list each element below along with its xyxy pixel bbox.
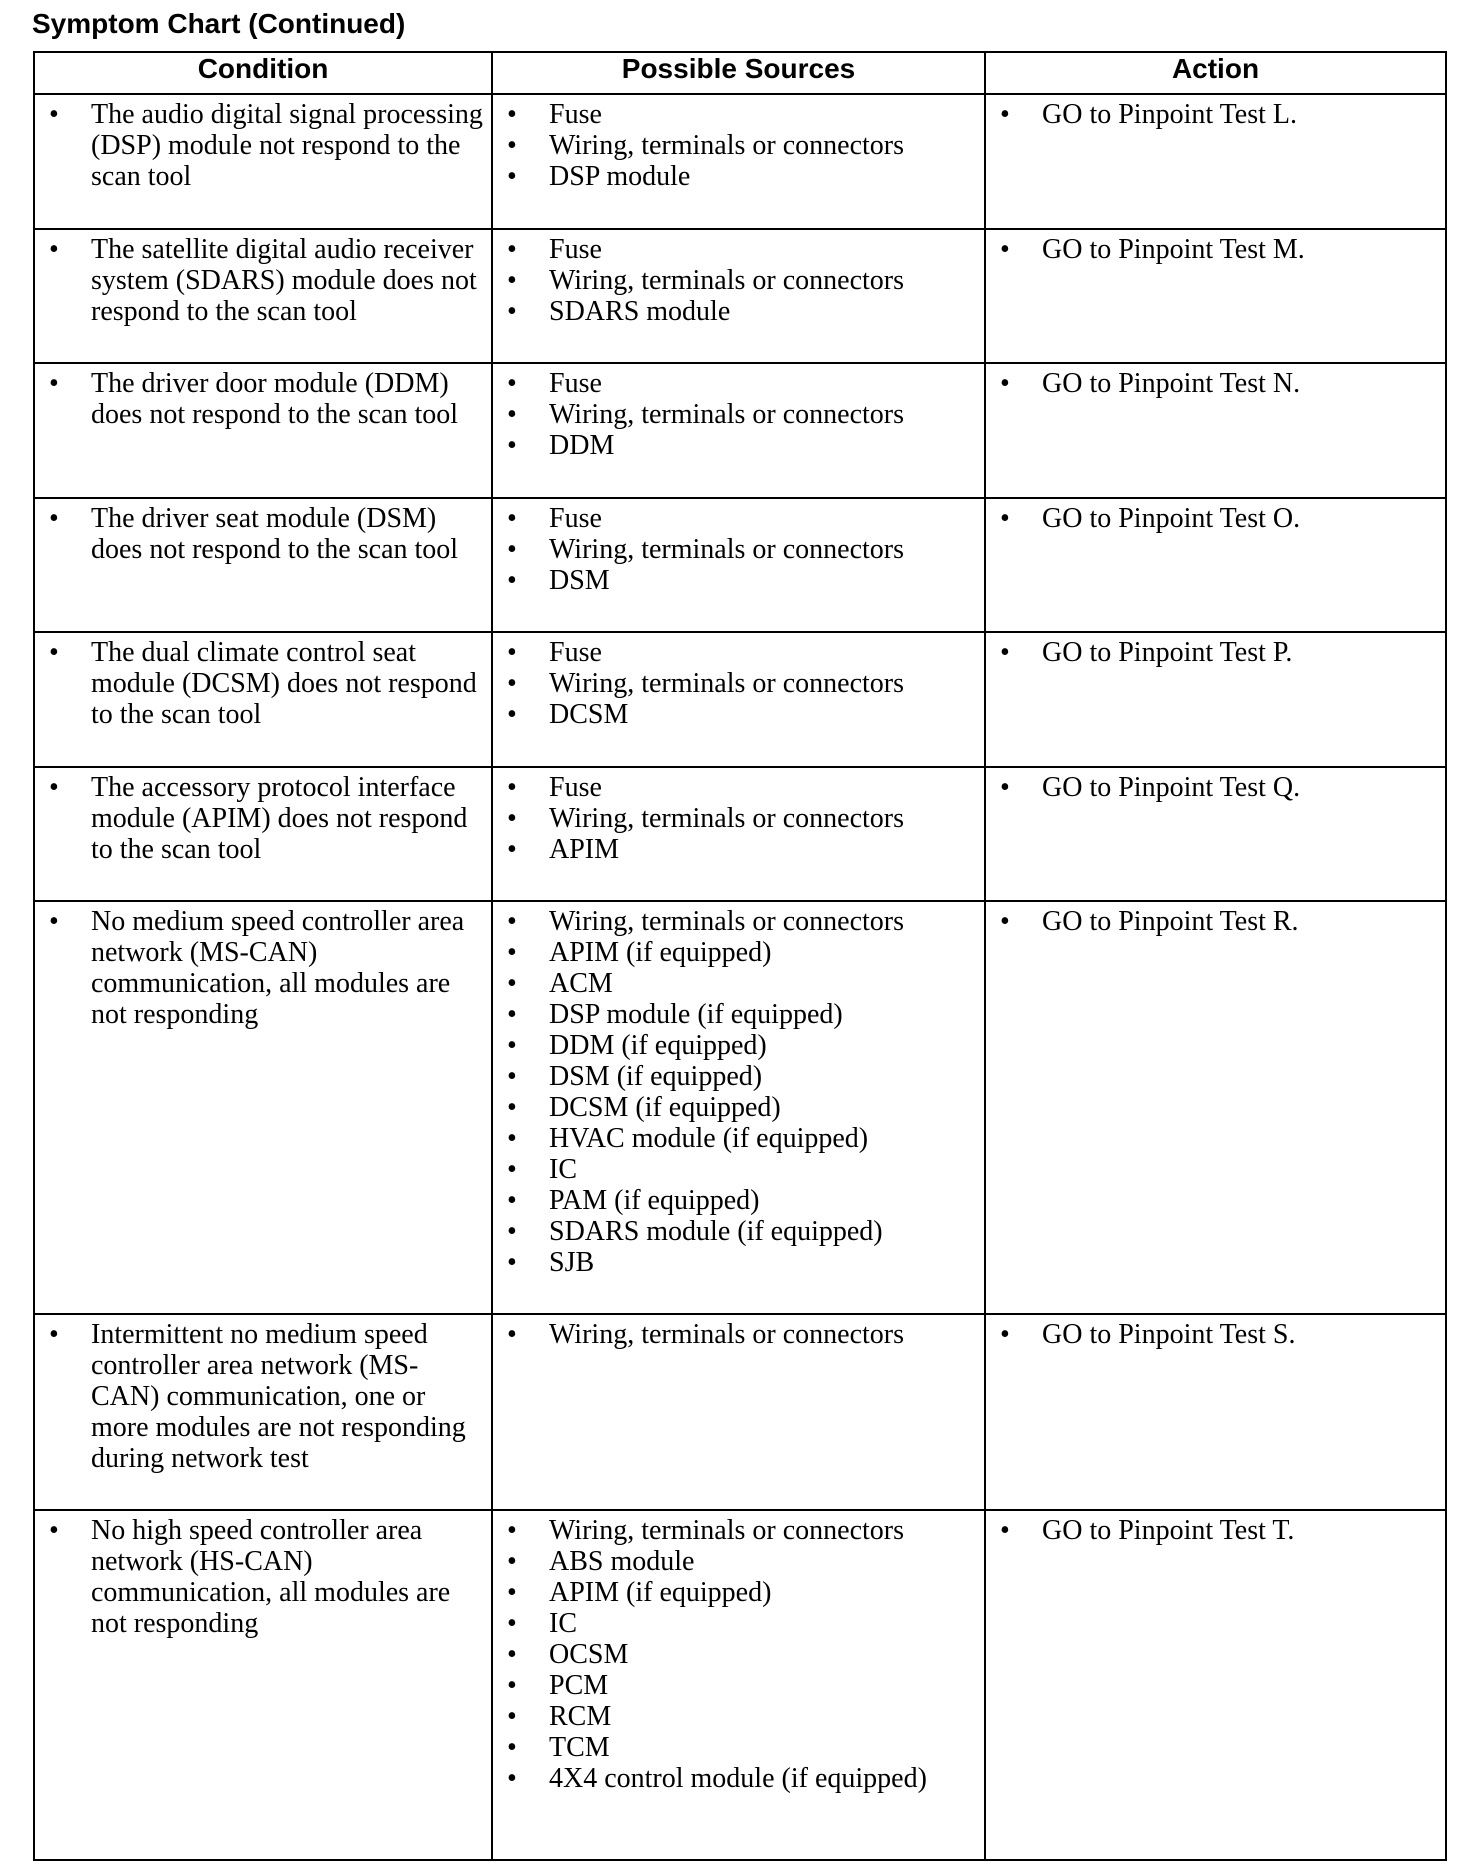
action-cell [985,767,1446,901]
list-item: • APIM [503,834,978,865]
list-item: • TCM [503,1732,978,1763]
condition-cell [34,498,492,632]
list-item: • GO to Pinpoint Test P. [996,637,1439,668]
list-item: • No high speed controller area network (HS-CAN) communication, all modules are not responding [45,1515,485,1639]
list-item: • GO to Pinpoint Test R. [996,906,1439,937]
action-cell-list [996,368,1439,399]
action-cell-list [996,906,1439,937]
condition-cell [34,901,492,1314]
list-item: • PAM (if equipped) [503,1185,978,1216]
list-item: • GO to Pinpoint Test Q. [996,772,1439,803]
list-item: • DSP module [503,161,978,192]
action-cell [985,1314,1446,1510]
sources-cell [492,1510,985,1860]
action-cell-list [996,99,1439,130]
sources-cell-list [503,772,978,865]
list-item: • GO to Pinpoint Test O. [996,503,1439,534]
list-item: • IC [503,1608,978,1639]
condition-cell-list [45,772,485,865]
list-item: • Wiring, terminals or connectors [503,1319,978,1350]
sources-cell-list [503,1515,978,1794]
list-item: • DSM [503,565,978,596]
list-item: • Fuse [503,503,978,534]
sources-cell [492,498,985,632]
table-row [34,1510,1446,1860]
list-item: • GO to Pinpoint Test N. [996,368,1439,399]
list-item: • PCM [503,1670,978,1701]
action-cell [985,1510,1446,1860]
list-item: • Wiring, terminals or connectors [503,534,978,565]
condition-cell [34,1510,492,1860]
list-item: • GO to Pinpoint Test S. [996,1319,1439,1350]
list-item: • The satellite digital audio receiver system (SDARS) module does not respond to the scan tool [45,234,485,327]
list-item: • Wiring, terminals or connectors [503,668,978,699]
condition-cell-list [45,503,485,565]
list-item: • Wiring, terminals or connectors [503,130,978,161]
list-item: • ABS module [503,1546,978,1577]
list-item: • OCSM [503,1639,978,1670]
sources-cell [492,632,985,767]
table-row [34,94,1446,229]
page-title: Symptom Chart (Continued) [32,8,406,39]
list-item: • The audio digital signal processing (DSP) module not respond to the scan tool [45,99,485,192]
list-item: • DSP module (if equipped) [503,999,978,1030]
table-row [34,1314,1446,1510]
action-cell [985,901,1446,1314]
list-item: • The driver door module (DDM) does not respond to the scan tool [45,368,485,430]
sources-cell-list [503,234,978,327]
action-cell-list [996,503,1439,534]
condition-cell-list [45,906,485,1030]
list-item: • SDARS module (if equipped) [503,1216,978,1247]
symptom-chart-table [33,51,1447,1861]
list-item: • GO to Pinpoint Test T. [996,1515,1439,1546]
sources-cell-list [503,906,978,1278]
list-item: • APIM (if equipped) [503,1577,978,1608]
condition-cell-list [45,637,485,730]
sources-cell [492,363,985,498]
list-item: • Wiring, terminals or connectors [503,906,978,937]
condition-cell-list [45,234,485,327]
action-cell [985,94,1446,229]
list-item: • The accessory protocol interface module (APIM) does not respond to the scan tool [45,772,485,865]
list-item: • 4X4 control module (if equipped) [503,1763,978,1794]
action-cell-list [996,234,1439,265]
table-row [34,767,1446,901]
condition-cell [34,1314,492,1510]
list-item: • DCSM [503,699,978,730]
list-item: • GO to Pinpoint Test L. [996,99,1439,130]
action-cell [985,498,1446,632]
sources-cell-list [503,368,978,461]
list-item: • Wiring, terminals or connectors [503,265,978,296]
list-item: • SDARS module [503,296,978,327]
table-row [34,498,1446,632]
action-cell-list [996,1319,1439,1350]
list-item: • RCM [503,1701,978,1732]
action-cell-list [996,772,1439,803]
list-item: • DSM (if equipped) [503,1061,978,1092]
sources-cell [492,1314,985,1510]
sources-cell [492,901,985,1314]
condition-cell [34,94,492,229]
list-item: • GO to Pinpoint Test M. [996,234,1439,265]
sources-cell [492,94,985,229]
action-cell-list [996,1515,1439,1546]
list-item: • Fuse [503,637,978,668]
condition-cell [34,632,492,767]
action-cell-list [996,637,1439,668]
condition-cell-list [45,1319,485,1474]
list-item: • DCSM (if equipped) [503,1092,978,1123]
list-item: • HVAC module (if equipped) [503,1123,978,1154]
list-item: • Fuse [503,234,978,265]
action-cell [985,363,1446,498]
list-item: • Intermittent no medium speed controller area network (MS-CAN) communication, one or more modules are not responding during network test [45,1319,485,1474]
list-item: • DDM [503,430,978,461]
list-item: • IC [503,1154,978,1185]
list-item: • Wiring, terminals or connectors [503,803,978,834]
list-item: • The dual climate control seat module (DCSM) does not respond to the scan tool [45,637,485,730]
condition-cell [34,767,492,901]
list-item: • Fuse [503,99,978,130]
list-item: • ACM [503,968,978,999]
list-item: • Wiring, terminals or connectors [503,1515,978,1546]
sources-cell-list [503,503,978,596]
condition-cell-list [45,1515,485,1639]
action-cell [985,229,1446,363]
condition-cell-list [45,99,485,192]
header-action: Action [985,52,1446,94]
action-cell [985,632,1446,767]
condition-cell [34,363,492,498]
list-item: • SJB [503,1247,978,1278]
table-row [34,229,1446,363]
list-item: • The driver seat module (DSM) does not respond to the scan tool [45,503,485,565]
header-possible-sources: Possible Sources [492,52,985,94]
sources-cell-list [503,1319,978,1350]
table-row [34,901,1446,1314]
list-item: • APIM (if equipped) [503,937,978,968]
list-item: • Fuse [503,772,978,803]
sources-cell-list [503,99,978,192]
list-item: • Fuse [503,368,978,399]
sources-cell-list [503,637,978,730]
list-item: • Wiring, terminals or connectors [503,399,978,430]
header-condition: Condition [34,52,492,94]
condition-cell-list [45,368,485,430]
table-row [34,363,1446,498]
table-header-row [34,52,1446,94]
table-row [34,632,1446,767]
condition-cell [34,229,492,363]
sources-cell [492,229,985,363]
list-item: • DDM (if equipped) [503,1030,978,1061]
list-item: • No medium speed controller area network (MS-CAN) communication, all modules are not responding [45,906,485,1030]
sources-cell [492,767,985,901]
